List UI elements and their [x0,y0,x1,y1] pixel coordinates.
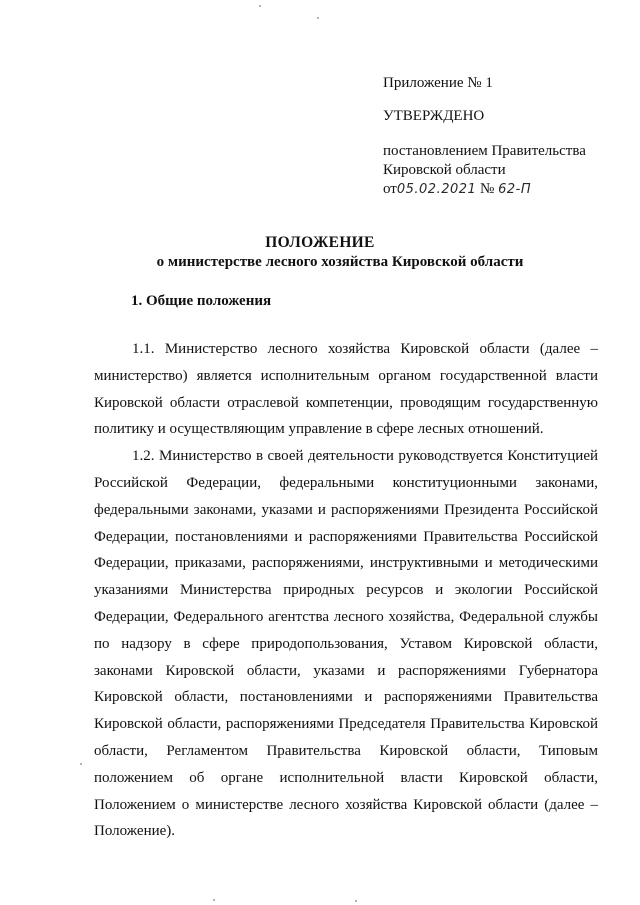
date-prefix: от [383,181,397,197]
paragraph-1-2: 1.2. Министерство в своей деятельности руководствуется Конституцией Российской Федерации, федеральными конституционными законами, федеральными законами, указами и распоряжениями Президента Российской Федерации, постановлениями и распоряжениями Правительства Российской Федерации, приказами, распоряжениями, инструктивными и методическими указаниями Министерства природных ресурсов и экологии Российской Федерации, Федерального агентства лесного хозяйства, Федеральной службы по надзору в сфере природопользования, Уставом Кировской области, законами Кировской области, указами и распоряжениями Губернатора Кировской области, постановлениями и распоряжениями Правительства Кировской области, распоряжениями Председателя Правительства Кировской области, Регламентом Правительства Кировской области, Типовым положением об органе исполнительной власти Кировской области, Положением о министерстве лесного хозяйства Кировской области (далее – Положение). [94,448,598,840]
document-body [94,336,598,845]
handwritten-date: 05.02.2021 [396,182,477,197]
scan-speck [80,763,82,765]
scan-speck [317,17,319,19]
approval-block [383,74,623,199]
scan-speck [355,900,357,902]
scan-speck [259,5,261,7]
decree-line-2: Кировской области [383,162,506,178]
section-heading: 1. Общие положения [131,293,272,309]
number-prefix: № [480,181,495,197]
scan-speck [213,899,215,901]
decree-date-line [383,180,623,199]
approved-stamp-label: УТВЕРЖДЕНО [383,108,485,124]
paragraph-1-1: 1.1. Министерство лесного хозяйства Кировской области (далее – министерство) является исполнительным органом государственной власти Кировской области отраслевой компетенции, проводящим государственную политику и осуществляющим управление в сфере лесных отношений. [94,341,598,438]
document-title: ПОЛОЖЕНИЕ [265,234,375,251]
appendix-label: Приложение № 1 [383,75,493,91]
document-subtitle: о министерстве лесного хозяйства Кировской области [156,254,524,270]
document-title-block [0,233,640,272]
decree-line-1: постановлением Правительства [383,143,586,159]
handwritten-number: 62-П [498,182,532,197]
